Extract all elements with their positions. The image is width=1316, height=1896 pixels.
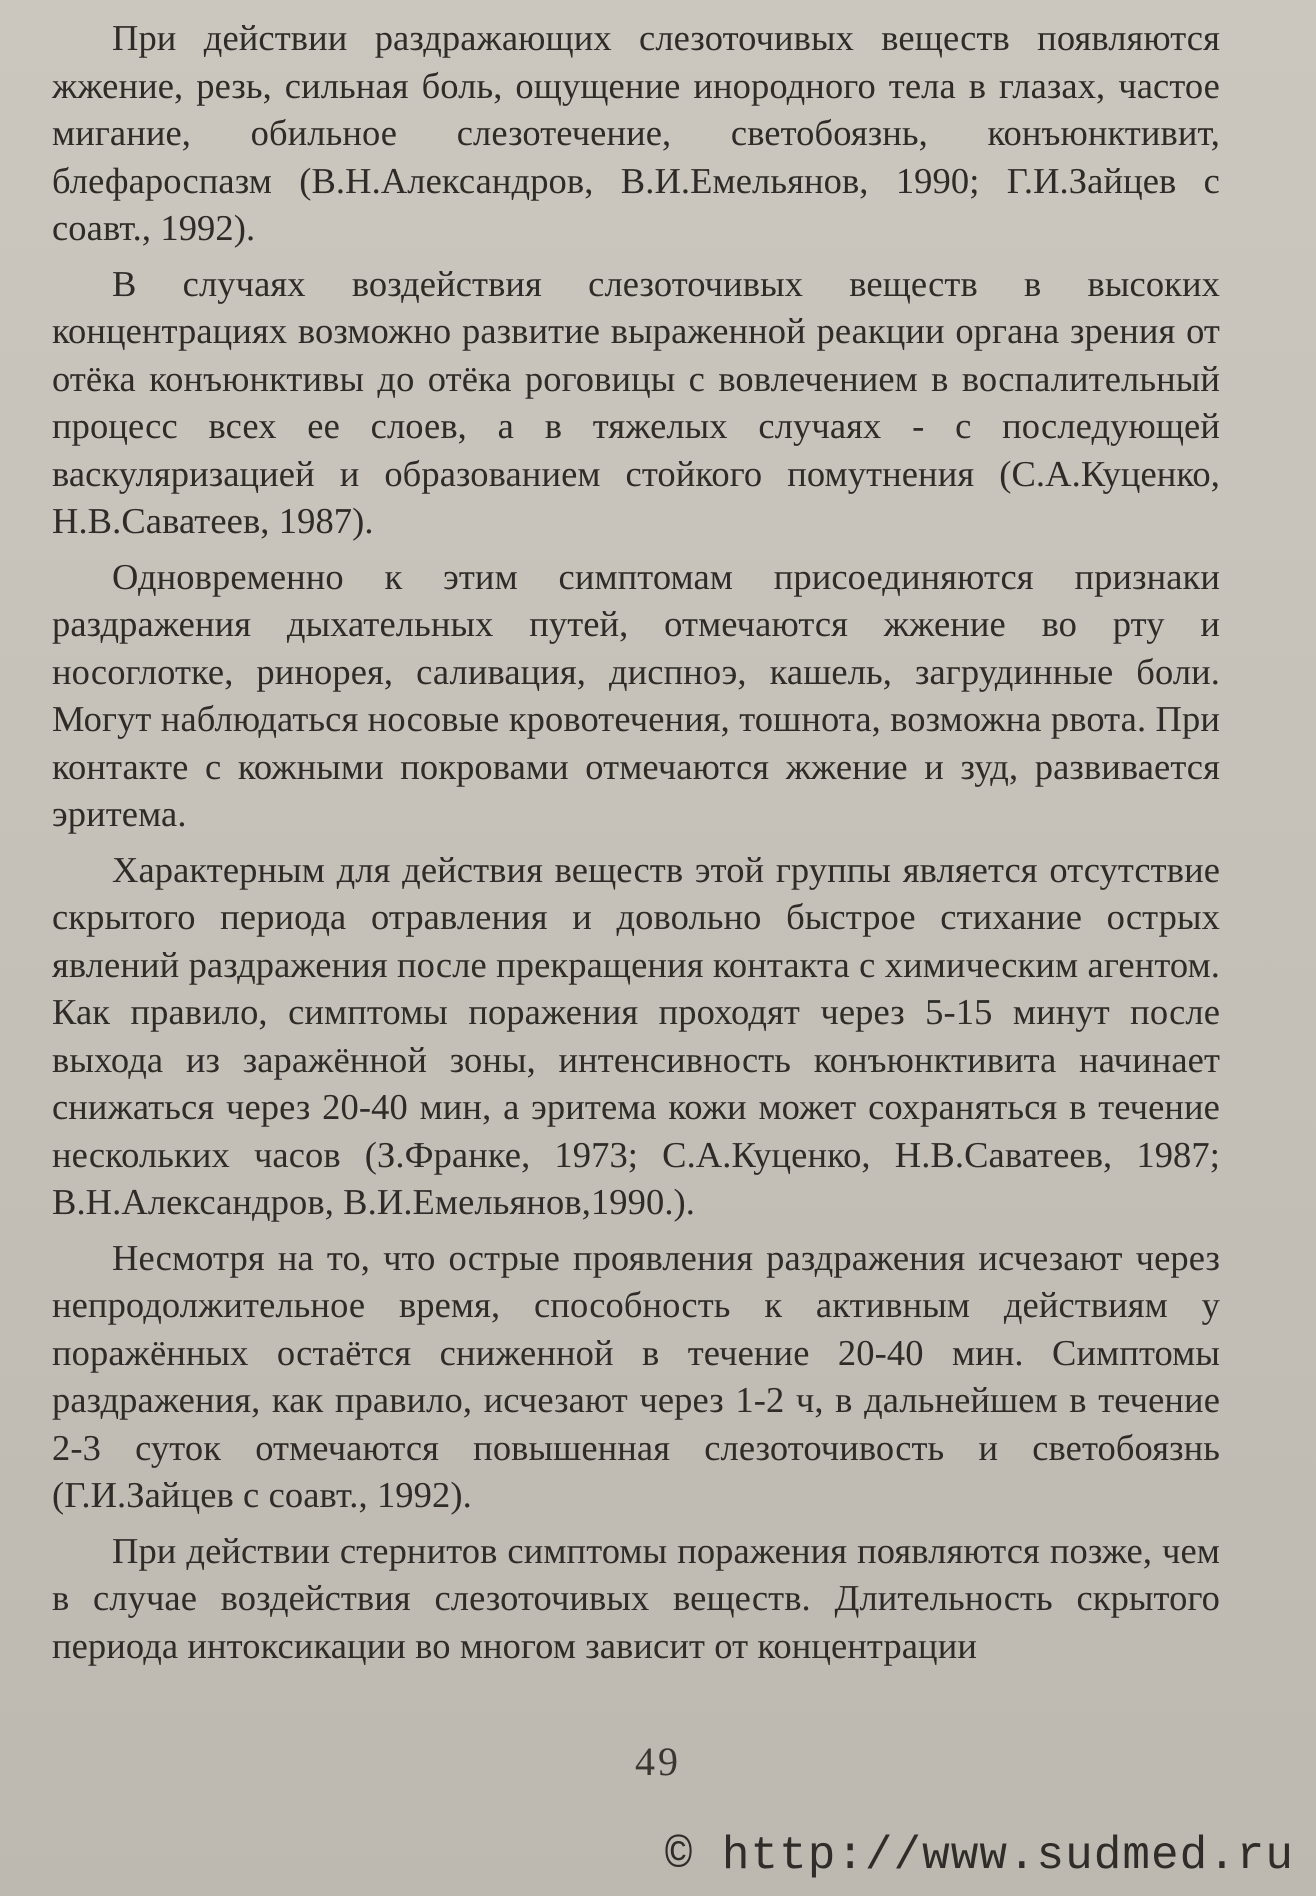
paragraph-1: При действии раздражающих слезоточивых веществ появляются жжение, резь, сильная боль, ощущение инородного тела в глазах, частое мигание, обильное слезотечение, светобоязнь, конъюнктивит, блефароспазм (В.Н.Александров, В.И.Емельянов, 1990; Г.И.Зайцев с соавт., 1992). [52,17,1220,248]
paragraph-6: При действии стернитов симптомы поражения появляются позже, чем в случае воздействия слезоточивых веществ. Длительность скрытого периода интоксикации во многом зависит от концентрации [52,1529,1220,1666]
paragraph-2: В случаях воздействия слезоточивых веществ в высоких концентрациях возможно развитие выраженной реакции органа зрения от отёка конъюнктивы до отёка роговицы с вовлечением в воспалительный процесс всех ее слоев, а в тяжелых случаях - с последующей васкуляризацией и образованием стойкого помутнения (С.А.Куценко, Н.В.Саватеев, 1987). [52,262,1220,541]
page-number: 49 [635,1739,681,1784]
paragraph-5: Несмотря на то, что острые проявления раздражения исчезают через непродолжительное время, способность к активным действиям у поражённых остаётся сниженной в течение 20-40 мин. Симптомы раздражения, как правило, исчезают через 1-2 ч, в дальнейшем в течение 2-3 суток отмечаются повышенная слезоточивость и светобоязнь (Г.И.Зайцев с соавт., 1992). [52,1236,1220,1515]
watermark: © http://www.sudmed.ru [664,1830,1294,1882]
paragraph-4: Характерным для действия веществ этой группы является отсутствие скрытого периода отравления и довольно быстрое стихание острых явлений раздражения после прекращения контакта с химическим агентом. Как правило, симптомы поражения проходят через 5-15 минут после выхода из заражённой зоны, интенсивность конъюнктивита начинает снижаться через 20-40 мин, а эритема кожи может сохраняться в течение нескольких часов (З.Франке, 1973; С.А.Куценко, Н.В.Саватеев, 1987; В.Н.Александров, В.И.Емельянов,1990.). [52,848,1220,1222]
paragraph-3: Одновременно к этим симптомам присоединяются признаки раздражения дыхательных путей, отмечаются жжение во рту и носоглотке, ринорея, саливация, диспноэ, кашель, загрудинные боли. Могут наблюдаться носовые кровотечения, тошнота, возможна рвота. При контакте с кожными покровами отмечаются жжение и зуд, развивается эритема. [52,555,1220,834]
